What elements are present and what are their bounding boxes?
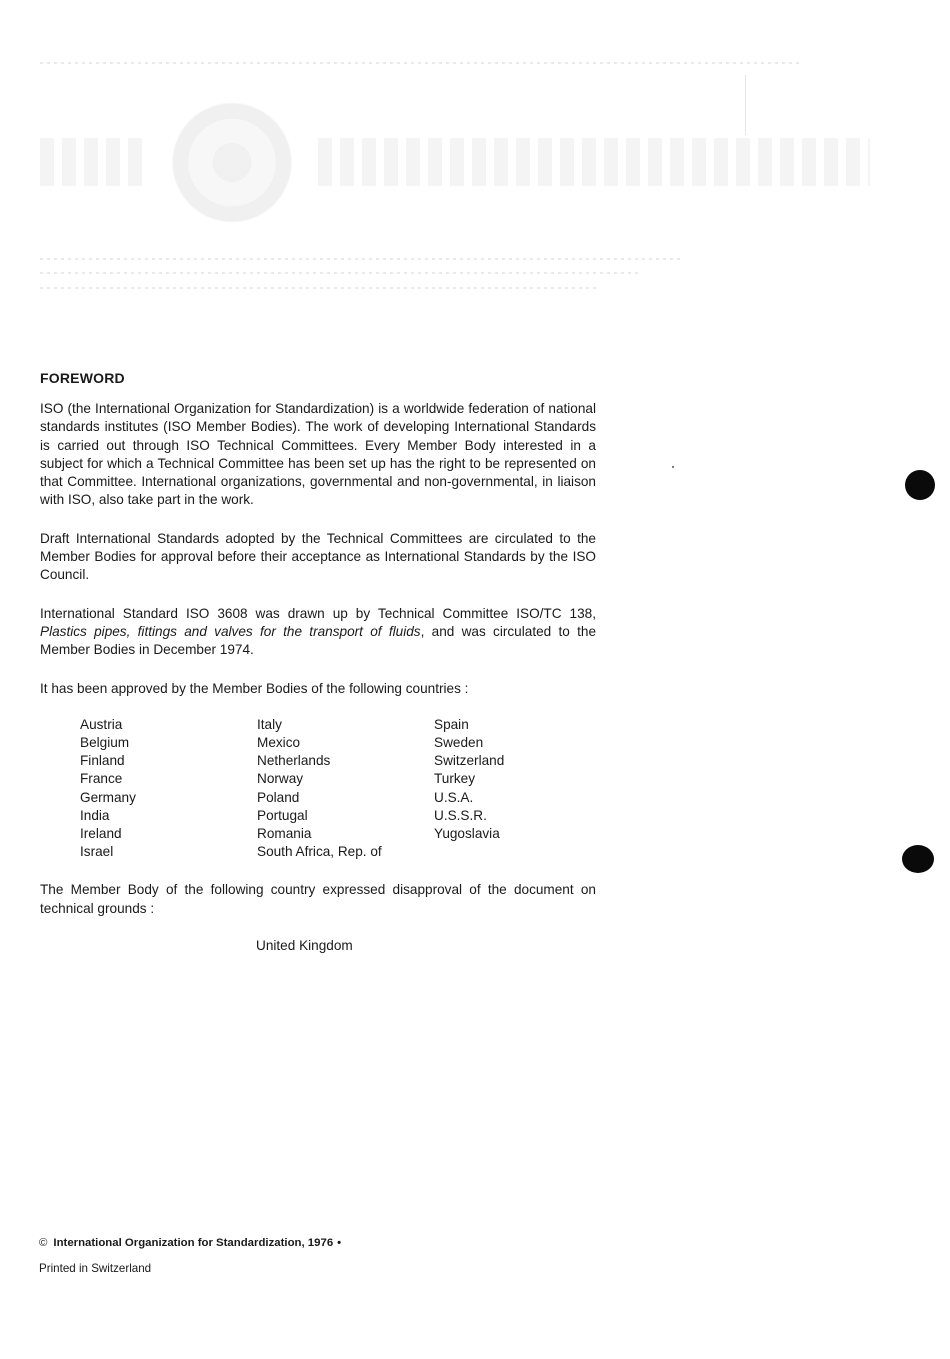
foreword-paragraph-iso: ISO (the International Organization for Standardization) is a worldwide federation of national standards institutes (ISO Member Bodies). The work of developing International Standards is carried out through ISO Technical Committees. Every Member Body interested in a subject for which a Technical Committee has been set up has the right to be represented on that Committee. International organizations, governmental and non-governmental, in liaison with ISO, also take part in the work. bbox=[40, 401, 596, 508]
ghost-title-right bbox=[318, 138, 870, 186]
page-footer bbox=[39, 1237, 539, 1275]
foreword-heading: FOREWORD bbox=[40, 370, 125, 386]
copyright-symbol: © bbox=[39, 1237, 48, 1249]
foreword-paragraph-standard bbox=[40, 605, 596, 660]
ghost-logo bbox=[162, 95, 302, 230]
countries-column-3 bbox=[434, 716, 594, 862]
ghost-rule bbox=[40, 258, 680, 260]
country-item: France bbox=[80, 771, 123, 787]
country-item: Turkey bbox=[434, 771, 476, 787]
country-item: Italy bbox=[257, 716, 282, 732]
copyright-notice bbox=[39, 1237, 539, 1249]
country-item: Belgium bbox=[80, 735, 130, 751]
punch-hole-lower bbox=[902, 845, 934, 873]
printed-location: Printed in Switzerland bbox=[39, 1262, 152, 1275]
ghost-rule bbox=[40, 272, 640, 274]
country-item: Mexico bbox=[257, 735, 301, 751]
country-item: Switzerland bbox=[434, 753, 505, 769]
foreword-section bbox=[40, 370, 596, 953]
country-item: Poland bbox=[257, 789, 300, 805]
copyright-text: International Organization for Standardization, 1976 bbox=[53, 1237, 334, 1249]
country-item: Austria bbox=[80, 716, 123, 732]
standard-circulation-text: , and was circulated to the Member Bodies in December 1974. bbox=[40, 623, 597, 658]
country-item: Israel bbox=[80, 844, 114, 860]
countries-column-2 bbox=[257, 716, 434, 862]
country-item: Netherlands bbox=[257, 753, 331, 769]
country-item: U.S.S.R. bbox=[434, 807, 487, 823]
ghost-rule bbox=[40, 287, 600, 289]
country-item: Ireland bbox=[80, 826, 122, 842]
country-item: Romania bbox=[257, 826, 312, 842]
country-item: Spain bbox=[434, 716, 469, 732]
country-item: Norway bbox=[257, 771, 304, 787]
disapproval-intro: The Member Body of the following country expressed disapproval of the document on technical grounds : bbox=[40, 882, 596, 916]
ghost-vertical-rule bbox=[745, 75, 746, 135]
country-item: Yugoslavia bbox=[434, 826, 500, 842]
standard-intro-text: International Standard ISO 3608 was drawn up by Technical Committee ISO/TC 138, bbox=[40, 605, 596, 621]
country-item: Finland bbox=[80, 753, 125, 769]
ghost-rule bbox=[40, 62, 800, 64]
show-through-artifacts bbox=[0, 0, 950, 340]
punch-hole-upper bbox=[905, 470, 935, 500]
ghost-title-left bbox=[40, 138, 145, 186]
country-item: U.S.A. bbox=[434, 789, 474, 805]
approving-countries-list bbox=[80, 716, 596, 862]
copyright-bullet: • bbox=[337, 1237, 342, 1249]
disapproving-country: United Kingdom bbox=[256, 938, 353, 954]
country-item: Sweden bbox=[434, 735, 484, 751]
country-item: Germany bbox=[80, 789, 136, 805]
foreword-paragraph-drafts: Draft International Standards adopted by the Technical Committees are circulated to the Member Bodies for approval before their acceptance as International Standards by the ISO Council. bbox=[40, 530, 596, 583]
scan-speck bbox=[672, 466, 674, 468]
approval-intro: It has been approved by the Member Bodies of the following countries : bbox=[40, 680, 469, 696]
country-item: South Africa, Rep. of bbox=[257, 844, 382, 860]
country-item: Portugal bbox=[257, 807, 308, 823]
country-item: India bbox=[80, 807, 110, 823]
committee-title: Plastics pipes, fittings and valves for the transport of fluids bbox=[40, 623, 421, 639]
countries-column-1 bbox=[80, 716, 257, 862]
